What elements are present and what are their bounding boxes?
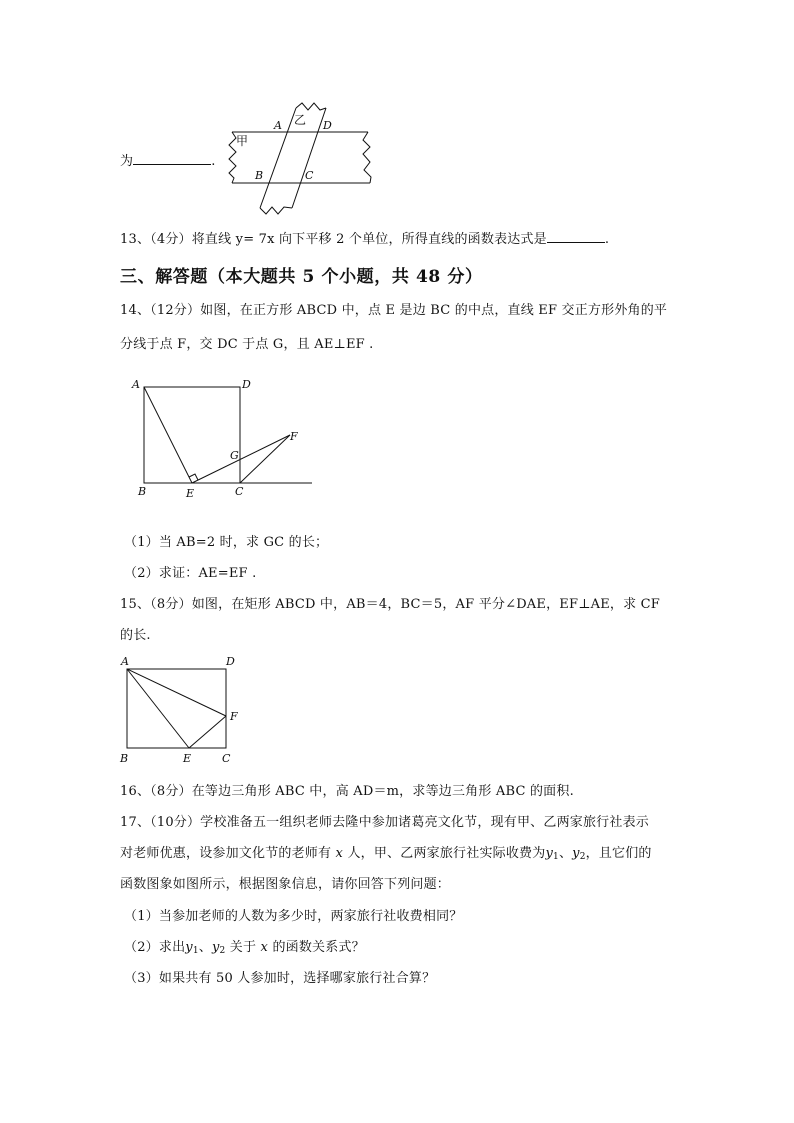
label-A: A [132, 378, 140, 391]
section-title: 三、解答题（本大题共 5 个小题，共 48 分） [120, 267, 483, 287]
q17-line-2-a: 对老师优惠，设参加文化节的老师有 [120, 846, 332, 861]
var-separator: 、 [558, 846, 573, 861]
q17-line-3: 函数图象如图所示，根据图象信息，请你回答下列问题： [120, 877, 451, 892]
var-x: x [260, 940, 269, 955]
var-x: x [335, 846, 344, 861]
q13-suffix: . [604, 232, 610, 247]
q17-line-2-c: ，且它们的 [585, 846, 652, 861]
strip-jia-left-break [229, 132, 236, 183]
q17-sub-2-c: 的函数关系式？ [272, 940, 365, 955]
label-E: E [183, 752, 192, 765]
q13-text: 13、（4分）将直线 y= 7x 向下平移 2 个单位，所得直线的函数表达式是 [120, 232, 547, 247]
q17-line-1: 17、（10分）学校准备五一组织老师去隆中参加诸葛亮文化节，现有甲、乙两家旅行社表示 [120, 815, 649, 830]
var-separator: 、 [198, 940, 212, 955]
q13-answer-blank[interactable] [547, 242, 605, 243]
label-C: C [222, 752, 231, 765]
strip-yi-bottom-break [260, 207, 292, 214]
label-A: A [274, 119, 282, 132]
segment-CF [240, 435, 290, 483]
q14-figure [130, 373, 320, 501]
var-y2-subscript: 2 [579, 852, 586, 862]
label-D: D [242, 378, 251, 391]
q12-prefix: 为 [120, 154, 134, 169]
label-F: F [230, 710, 238, 723]
q13-line [120, 228, 609, 247]
q16-line: 16、（8分）在等边三角形 ABC 中，高 AD＝m，求等边三角形 ABC 的面积. [120, 784, 574, 799]
label-E: E [186, 487, 195, 500]
segment-AE [144, 387, 192, 483]
q14-sub-2: （2）求证：AE=EF . [124, 566, 257, 581]
label-yi: 乙 [294, 113, 307, 127]
label-F: F [290, 430, 298, 443]
label-C: C [235, 485, 244, 498]
segment-AE [127, 669, 189, 748]
q12-answer-line [120, 150, 216, 169]
var-y1-subscript: 1 [192, 946, 199, 956]
q17-line-2-b: 人，甲、乙两家旅行社实际收费为 [347, 846, 546, 861]
square-ABCD [144, 387, 240, 483]
label-C: C [305, 169, 314, 182]
q12-answer-blank[interactable] [133, 164, 211, 165]
label-G: G [230, 449, 239, 462]
var-y1-subscript: 1 [553, 852, 559, 862]
q12-figure [222, 100, 382, 218]
q14-line-1: 14、（12分）如图，在正方形 ABCD 中，点 E 是边 BC 的中点，直线 EF 交正方形外角的平 [120, 303, 668, 318]
segment-AF [127, 669, 226, 716]
q15-line-1: 15、（8分）如图，在矩形 ABCD 中，AB＝4，BC＝5，AF 平分∠DAE，EF⊥AE，求 CF [120, 597, 661, 612]
label-jia: 甲 [236, 134, 249, 148]
q12-suffix: . [211, 154, 216, 169]
var-y2: y [211, 940, 220, 955]
var-y2: y [572, 846, 580, 861]
q17-sub-3: （3）如果共有 50 人参加时，选择哪家旅行社合算？ [124, 971, 436, 986]
label-D: D [323, 119, 332, 132]
strip-yi-top-break [296, 103, 326, 110]
q17-line-2 [120, 842, 652, 862]
q14-sub-1: （1）当 AB=2 时，求 GC 的长； [124, 535, 329, 550]
strip-jia-right-break [363, 132, 371, 183]
q17-sub-1: （1）当参加老师的人数为多少时，两家旅行社收费相同？ [124, 909, 463, 924]
var-y1: y [545, 846, 553, 861]
var-y1: y [185, 940, 193, 955]
q17-sub-2 [124, 936, 365, 956]
label-B: B [138, 485, 147, 498]
var-y2-subscript: 2 [219, 946, 226, 956]
q15-line-2: 的长. [120, 628, 151, 643]
q15-figure [116, 654, 248, 766]
label-B: B [255, 169, 264, 182]
q14-line-2: 分线于点 F，交 DC 于点 G，且 AE⊥EF . [120, 337, 374, 352]
label-A: A [121, 655, 129, 668]
q17-sub-2-a: （2）求出 [124, 940, 186, 955]
label-D: D [226, 655, 235, 668]
q17-sub-2-b: 关于 [229, 940, 257, 955]
segment-EF [192, 435, 290, 483]
label-B: B [120, 752, 129, 765]
segment-EF [189, 716, 226, 748]
